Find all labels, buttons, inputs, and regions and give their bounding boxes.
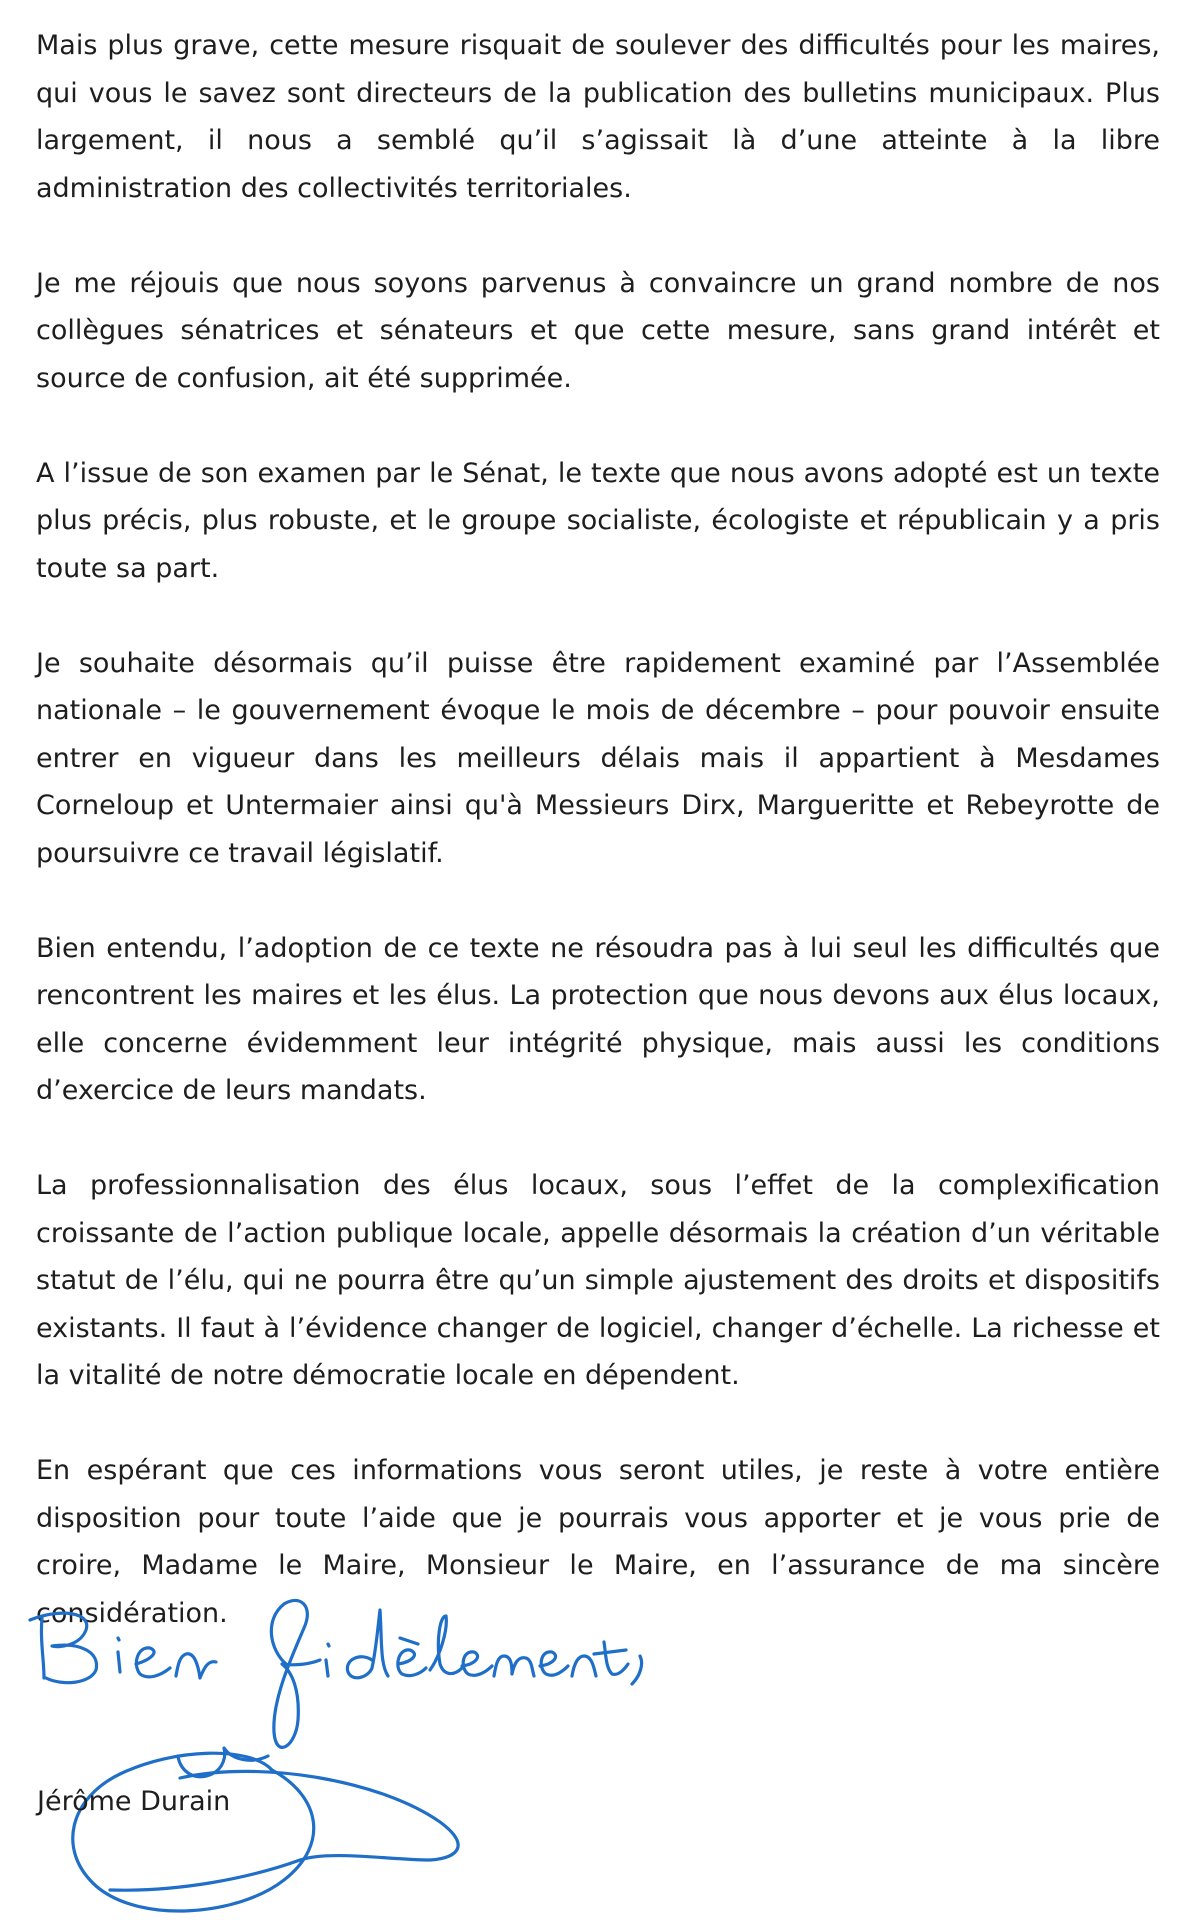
signatory-name: Jérôme Durain (37, 1786, 231, 1817)
paragraph-senate-adoption: A l’issue de son examen par le Sénat, le texte que nous avons adopté est un texte plus précis, plus robuste, et le groupe socialiste, écologiste et républicain y a pris toute sa part. (36, 457, 1160, 584)
signature-inner-loop (73, 1753, 314, 1911)
paragraph-closing-formula: En espérant que ces informations vous seront utiles, je reste à votre entière disposition pour toute l’aide que je pourrais vous apporter et je vous prie de croire, Madame le Maire, Monsieur le Maire, en l’assurance de ma sincère considération. (36, 1455, 1160, 1629)
paragraph-measure-removed: Je me réjouis que nous soyons parvenus à convaincre un grand nombre de nos collègues sénatrices et sénateurs et que cette mesure, sans grand intérêt et source de confusion, ait été supprimée. (36, 267, 1160, 394)
paragraph-elected-protection: Bien entendu, l’adoption de ce texte ne résoudra pas à lui seul les difficultés que rencontrent les maires et les élus. La protection que nous devons aux élus locaux, elle concerne évidemment leur intégrité physique, mais aussi les conditions d’exercice de leurs mandats. (36, 932, 1160, 1106)
paragraph-national-assembly: Je souhaite désormais qu’il puisse être rapidement examiné par l’Assemblée nationale – le gouvernement évoque le mois de décembre – pour pouvoir ensuite entrer en vigueur dans les meilleurs délais mais il appartient à Mesdames Corneloup et Untermaier ainsi qu'à Messieurs Dirx, Margueritte et Rebeyrotte de poursuivre ce travail législatif. (36, 647, 1160, 869)
paragraph-publication-concern: Mais plus grave, cette mesure risquait de soulever des difficultés pour les maires, qui vous le savez sont directeurs de la publication des bulletins municipaux. Plus largement, il nous a semblé qu’il s’agissait là d’une atteinte à la libre administration des collectivités territoriales. (36, 30, 1160, 204)
signature-hook (178, 1748, 268, 1777)
paragraph-elected-status: La professionnalisation des élus locaux, sous l’effet de la complexification croissante de l’action publique locale, appelle désormais la création d’un véritable statut de l’élu, qui ne pourra être qu’un simple ajustement des droits et dispositifs existants. Il faut à l’évidence changer de logiciel, changer d’échelle. La richesse et la vitalité de notre démocratie locale en dépendent. (36, 1170, 1160, 1391)
letter-body (36, 22, 1160, 1685)
